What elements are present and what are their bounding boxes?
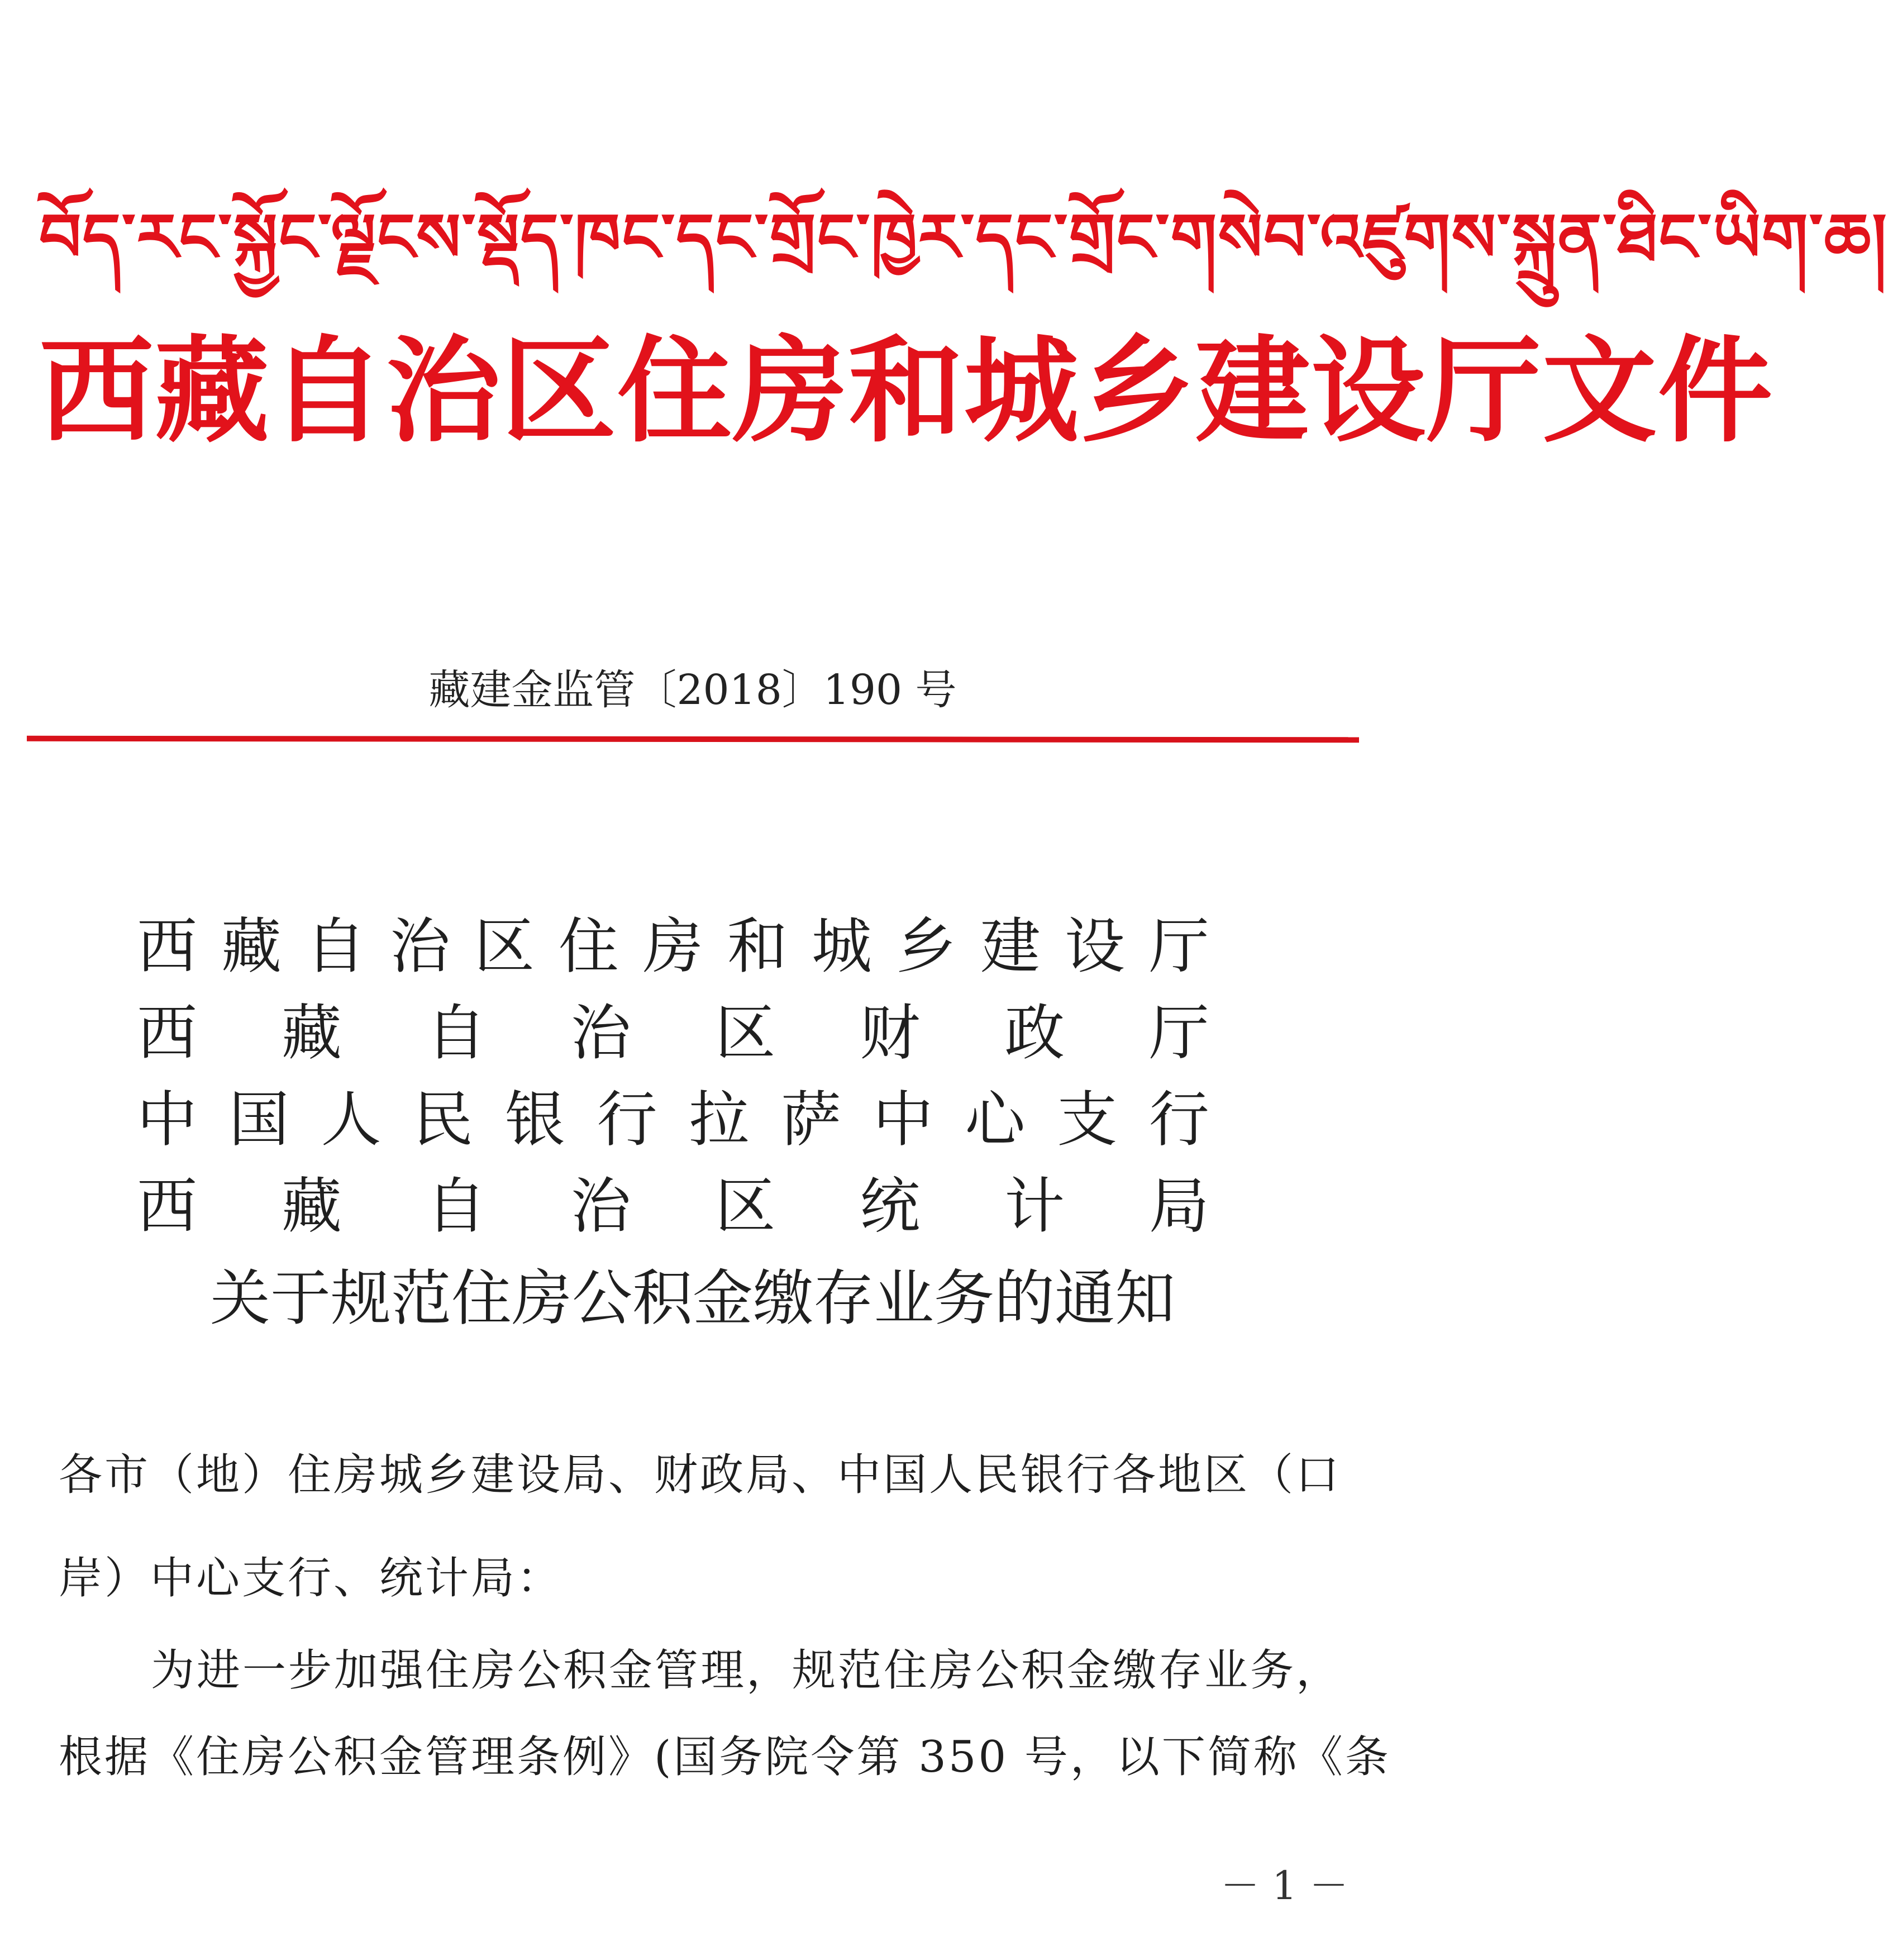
issuer-character: 治 bbox=[570, 998, 631, 1068]
issuer-character: 区 bbox=[715, 1172, 776, 1241]
notice-subject-title: 关于规范住房公积金缴存业务的通知 bbox=[209, 1264, 1175, 1334]
issuer-character: 住 bbox=[558, 912, 619, 982]
issuer-character: 自 bbox=[426, 998, 487, 1068]
issuer-character: 房 bbox=[642, 912, 703, 982]
issuer-character: 行 bbox=[597, 1085, 657, 1155]
issuer-character: 治 bbox=[570, 1172, 631, 1241]
issuer-character: 和 bbox=[727, 912, 788, 982]
issuer-character: 支 bbox=[1057, 1085, 1118, 1155]
issuer-character: 中 bbox=[873, 1085, 933, 1155]
issuer-character: 西 bbox=[137, 912, 198, 982]
issuer-character: 国 bbox=[228, 1085, 289, 1155]
issuer-character: 民 bbox=[413, 1085, 474, 1155]
issuer-character: 银 bbox=[504, 1085, 565, 1155]
issuer-character: 藏 bbox=[281, 1172, 342, 1241]
issuer-line-statistics-bureau bbox=[137, 1165, 1209, 1249]
issuer-character: 厅 bbox=[1148, 998, 1209, 1068]
issuer-character: 西 bbox=[137, 1172, 198, 1241]
issuer-character: 乡 bbox=[895, 912, 956, 982]
issuer-character: 心 bbox=[965, 1085, 1026, 1155]
issuer-character: 自 bbox=[305, 912, 366, 982]
addressee-line: 各市（地）住房城乡建设局、财政局、中国人民银行各地区（口 bbox=[59, 1450, 1342, 1500]
document-header-title: 西藏自治区住房和城乡建设厅文件 bbox=[39, 324, 1773, 458]
issuer-line-housing-department bbox=[137, 905, 1209, 989]
issuer-character: 行 bbox=[1148, 1085, 1209, 1155]
issuer-character: 财 bbox=[860, 998, 921, 1068]
document-number: 藏建金监管〔2018〕190 号 bbox=[428, 666, 957, 714]
issuer-character: 城 bbox=[811, 912, 872, 982]
issuer-character: 计 bbox=[1004, 1172, 1065, 1241]
issuer-character: 设 bbox=[1064, 912, 1125, 982]
issuer-character: 统 bbox=[860, 1172, 921, 1241]
issuer-character: 区 bbox=[474, 912, 535, 982]
red-separator-rule bbox=[27, 736, 1359, 743]
issuer-character: 治 bbox=[389, 912, 450, 982]
tibetan-header-title: བོད་རང་སྐྱོང་ལྗོངས་སྡོད་ཁང་དང་གྲོང་ཁྱེར་དང་གྲོང་གསེབ་འཛུགས་སྐྲུན་ཐིང་ཡིག་ཆ། bbox=[39, 199, 1888, 276]
issuer-character: 藏 bbox=[221, 912, 282, 982]
issuer-character: 自 bbox=[426, 1172, 487, 1241]
addressee-line: 岸）中心支行、统计局： bbox=[59, 1553, 563, 1604]
issuer-character: 西 bbox=[137, 998, 198, 1068]
issuer-character: 区 bbox=[715, 998, 776, 1068]
page-number: － 1 － bbox=[1220, 1863, 1349, 1909]
issuer-character: 厅 bbox=[1148, 912, 1209, 982]
body-paragraph-line: 为进一步加强住房公积金管理，规范住房公积金缴存业务， bbox=[151, 1645, 1342, 1696]
issuer-character: 人 bbox=[321, 1085, 382, 1155]
issuer-character: 中 bbox=[137, 1085, 198, 1155]
body-paragraph-line: 根据《住房公积金管理条例》(国务院令第 350 号，以下简称《条 bbox=[59, 1732, 1391, 1782]
issuer-character: 拉 bbox=[689, 1085, 750, 1155]
issuer-character: 藏 bbox=[281, 998, 342, 1068]
issuer-line-peoples-bank-lhasa bbox=[137, 1078, 1209, 1162]
issuer-line-finance-department bbox=[137, 992, 1209, 1076]
issuer-character: 局 bbox=[1148, 1172, 1209, 1241]
issuer-character: 建 bbox=[980, 912, 1041, 982]
issuer-character: 政 bbox=[1004, 998, 1065, 1068]
issuer-character: 萨 bbox=[781, 1085, 842, 1155]
